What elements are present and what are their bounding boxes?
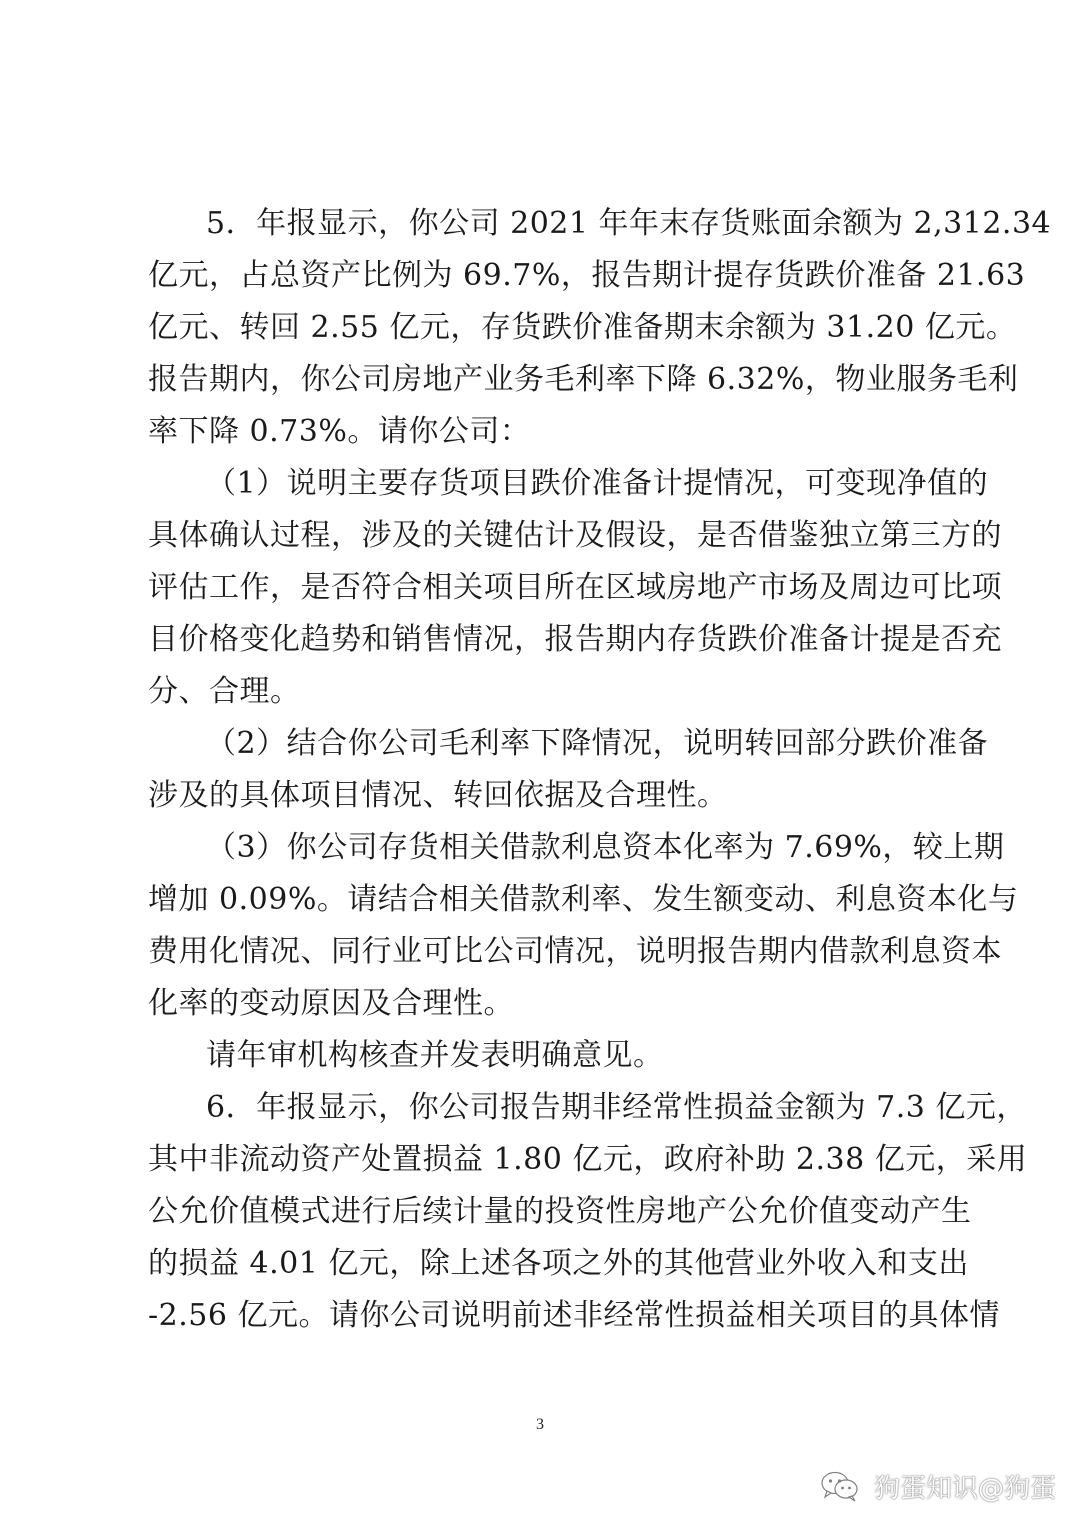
text-line: 的损益 4.01 亿元，除上述各项之外的其他营业外收入和支出 (148, 1246, 969, 1281)
document-body (148, 198, 1052, 1342)
text-line: 评估工作，是否符合相关项目所在区域房地产市场及周边可比项 (148, 570, 1002, 605)
page-number: 3 (536, 1416, 544, 1433)
text-line: 费用化情况、同行业可比公司情况，说明报告期内借款利息资本 (148, 934, 1002, 969)
text-line: （2）结合你公司毛利率下降情况，说明转回部分跌价准备 (206, 726, 989, 761)
text-line: 公允价值模式进行后续计量的投资性房地产公允价值变动产生 (148, 1194, 972, 1229)
text-line: 涉及的具体项目情况、转回依据及合理性。 (148, 778, 728, 813)
text-line: 请年审机构核查并发表明确意见。 (206, 1038, 664, 1073)
text-line: 亿元、转回 2.55 亿元，存货跌价准备期末余额为 31.20 亿元。 (148, 310, 1017, 345)
text-line: （3）你公司存货相关借款利息资本化率为 7.69%，较上期 (206, 830, 1005, 865)
text-line: 目价格变化趋势和销售情况，报告期内存货跌价准备计提是否充 (148, 622, 1002, 657)
text-line: 报告期内，你公司房地产业务毛利率下降 6.32%，物业服务毛利 (148, 362, 1019, 397)
watermark (820, 1466, 1056, 1506)
wechat-icon (820, 1470, 860, 1502)
text-line: 亿元，占总资产比例为 69.7%，报告期计提存货跌价准备 21.63 (148, 258, 1026, 293)
text-line: 分、合理。 (148, 674, 301, 709)
text-line: -2.56 亿元。请你公司说明前述非经常性损益相关项目的具体情 (148, 1298, 1000, 1333)
text-line: 6．年报显示，你公司报告期非经常性损益金额为 7.3 亿元， (206, 1090, 1027, 1125)
text-line: 5．年报显示，你公司 2021 年年末存货账面余额为 2,312.34 (206, 206, 1052, 241)
text-line: 具体确认过程，涉及的关键估计及假设，是否借鉴独立第三方的 (148, 518, 1002, 553)
text-line: 率下降 0.73%。请你公司： (148, 414, 531, 449)
watermark-text: 狗蛋知识@狗蛋 (873, 1473, 1056, 1504)
text-line: 增加 0.09%。请结合相关借款利率、发生额变动、利息资本化与 (148, 882, 1019, 917)
text-line: 化率的变动原因及合理性。 (148, 986, 514, 1021)
text-line: （1）说明主要存货项目跌价准备计提情况，可变现净值的 (206, 466, 989, 501)
text-line: 其中非流动资产处置损益 1.80 亿元，政府补助 2.38 亿元，采用 (148, 1142, 1028, 1177)
